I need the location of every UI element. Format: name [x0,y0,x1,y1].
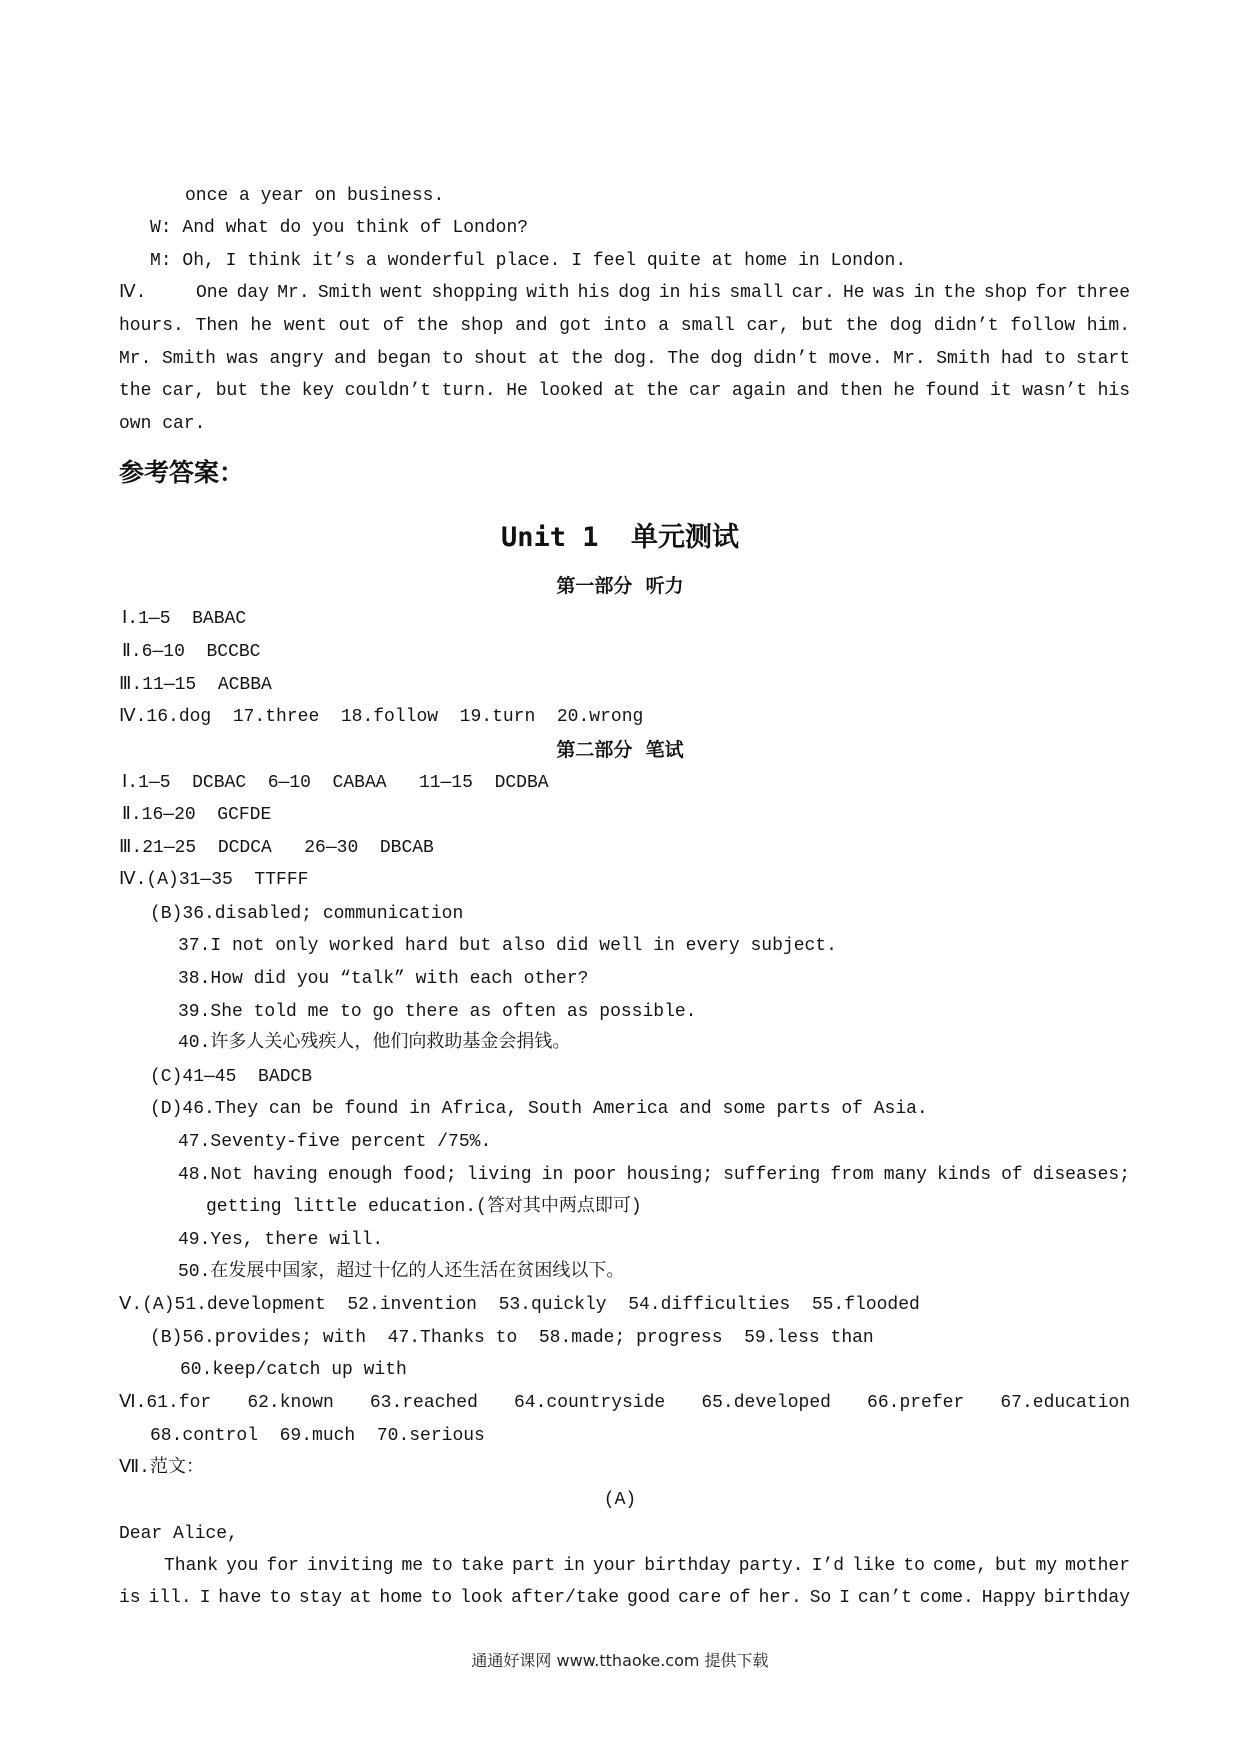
passage-line: the car, but the key couldn’t turn. He looked at the car again and then he found it wasn’t his [119,381,1130,401]
answer-line: 37.I not only worked hard but also did well in every subject. [178,936,837,956]
answer-line: Ⅱ.16—20 GCFDE [122,805,272,825]
answer-line: Ⅳ.16.dog 17.three 18.follow 19.turn 20.wrong [119,707,644,727]
answer-line: 60.keep/catch up with [180,1360,407,1380]
passage-line: One day Mr. Smith went shopping with his dog in his small car. He was in the shop for three [196,283,1130,303]
answer-line: getting little education.(答对其中两点即可) [206,1197,642,1217]
answer-line: 40.许多人关心残疾人，他们向救助基金会捐钱。 [178,1033,571,1053]
answer-line: Ⅶ.范文： [119,1458,204,1478]
answer-line: Ⅱ.6—10 BCCBC [122,642,261,662]
passage-line: Mr. Smith was angry and began to shout at the dog. The dog didn’t move. Mr. Smith had to start [119,349,1130,369]
passage-line: hours. Then he went out of the shop and got into a small car, but the dog didn’t follow him. [119,316,1130,336]
answer-line: Ⅲ.11—15 ACBBA [119,675,272,695]
section-number: Ⅳ. [119,283,147,303]
answer-line: Ⅵ.61.for 62.known 63.reached 64.countryside 65.developed 66.prefer 67.education [119,1393,1130,1413]
answer-line: (B)56.provides; with 47.Thanks to 58.made; progress 59.less than [150,1328,874,1348]
part-heading: 第一部分 听力 [556,575,684,597]
answer-line: 38.How did you “talk” with each other? [178,969,589,989]
answer-line: 39.She told me to go there as often as possible. [178,1002,697,1022]
part-heading: 第二部分 笔试 [556,739,684,761]
essay-salutation: Dear Alice, [119,1524,238,1544]
answers-heading: 参考答案： [119,458,245,487]
answer-line: 47.Seventy-five percent /75%. [178,1132,492,1152]
essay-line: is ill. I have to stay at home to look after/take good care of her. So I can’t come. Happy birthday [119,1588,1130,1608]
answer-line: Ⅲ.21—25 DCDCA 26—30 DBCAB [119,838,434,858]
answer-line: Ⅰ.1—5 DCBAC 6—10 CABAA 11—15 DCDBA [122,773,549,793]
passage-line: own car. [119,414,206,434]
answer-line: Ⅰ.1—5 BABAC [122,609,247,629]
dialogue-line: W: And what do you think of London? [150,218,529,238]
answer-line: (D)46.They can be found in Africa, South America and some parts of Asia. [150,1099,928,1119]
answer-line: Ⅴ.(A)51.development 52.invention 53.quickly 54.difficulties 55.flooded [119,1295,920,1315]
script-line: once a year on business. [185,186,445,206]
answer-line: 48.Not having enough food; living in poor housing; suffering from many kinds of diseases; [178,1165,1130,1185]
dialogue-line: M: Oh, I think it’s a wonderful place. I feel quite at home in London. [150,251,907,271]
essay-label: (A) [603,1490,637,1510]
answer-line: 50.在发展中国家，超过十亿的人还生活在贫困线以下。 [178,1262,625,1282]
answer-line: (B)36.disabled; communication [150,904,464,924]
essay-line: Thank you for inviting me to take part in your birthday party. I’d like to come, but my mother [164,1556,1130,1576]
unit-title: Unit 1 单元测试 [500,522,740,553]
page-footer: 通通好课网 www.tthaoke.com 提供下载 [471,1651,769,1670]
answer-line: 49.Yes, there will. [178,1230,384,1250]
answer-line: 68.control 69.much 70.serious [150,1426,485,1446]
answer-line: (C)41—45 BADCB [150,1067,313,1087]
answer-line: Ⅳ.(A)31—35 TTFFF [119,870,309,890]
